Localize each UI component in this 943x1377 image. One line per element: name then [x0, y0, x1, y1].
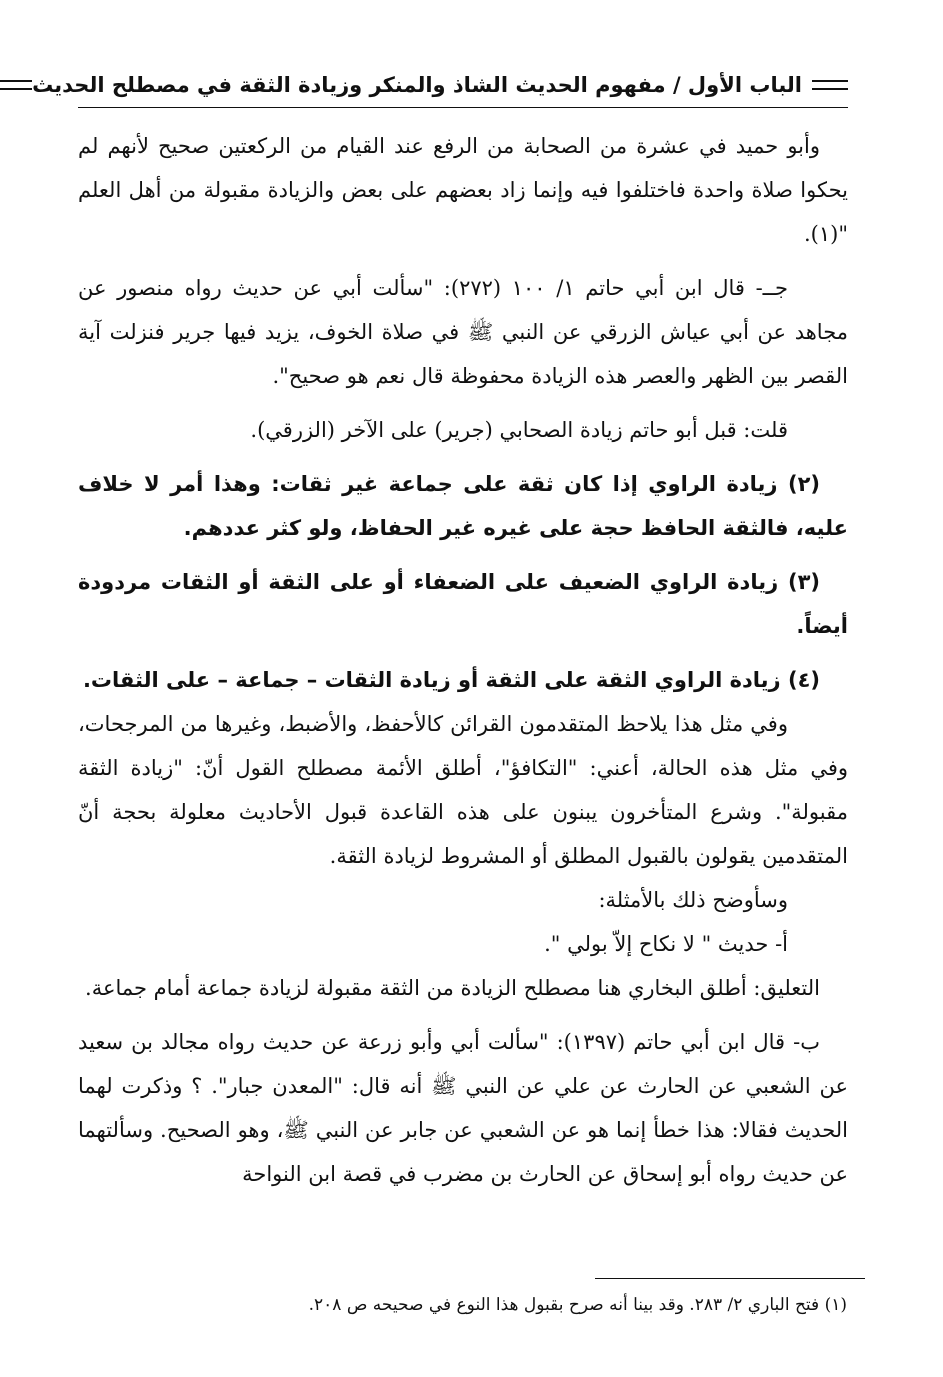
body-text	[78, 124, 848, 1196]
ornament-double-rule	[0, 80, 32, 90]
book-page	[32, 62, 848, 1196]
paragraph-example-alif: أ- حديث " لا نكاح إلاّ بولي ".	[544, 932, 788, 956]
heading-point-3: (٣) زيادة الراوي الضعيف على الضعفاء أو على الثقة أو الثقات مردودة أيضاً.	[78, 570, 848, 638]
header-double-rule	[812, 80, 848, 90]
chapter-title: الباب الأول / مفهوم الحديث الشاذ والمنكر وزيادة الثقة في مصطلح الحديث	[32, 73, 802, 97]
header-title-group	[32, 73, 848, 97]
paragraph-continuation: وأبو حميد في عشرة من الصحابة من الرفع عند القيام من الركعتين صحيح لأنهم لم يحكوا صلاة واحدة فاختلفوا فيه وإنما زاد بعضهم على بعض والزيادة مقبولة من أهل العلم "(١).	[78, 134, 848, 246]
header-underline	[78, 107, 848, 108]
paragraph-examples-intro: وسأوضح ذلك بالأمثلة:	[598, 888, 788, 912]
running-header	[32, 62, 848, 108]
paragraph-example-ba: ب- قال ابن أبي حاتم (١٣٩٧): "سألت أبي وأبو زرعة عن حديث رواه مجالد بن سعيد عن الشعبي عن الحارث عن علي عن النبي ﷺ أنه قال: "المعدن جبار". ؟ وذكرت لهما الحديث فقالا: هذا خطأ إنما هو عن الشعبي عن جابر عن النبي ﷺ، وهو الصحيح. وسألتهما عن حديث رواه أبو إسحاق عن الحارث بن مضرب في قصة ابن النواحة	[78, 1030, 848, 1186]
heading-point-2: (٢) زيادة الراوي إذا كان ثقة على جماعة غير ثقات: وهذا أمر لا خلاف عليه، فالثقة الحافظ حجة على غيره غير الحفاظ، ولو كثر عددهم.	[78, 472, 848, 540]
paragraph-commentary: التعليق: أطلق البخاري هنا مصطلح الزيادة من الثقة مقبولة لزيادة جماعة أمام جماعة.	[85, 976, 820, 1000]
heading-point-4: (٤) زيادة الراوي الثقة على الثقة أو زيادة الثقات – جماعة – على الثقات.	[82, 668, 820, 692]
paragraph-example-jeem: جــ- قال ابن أبي حاتم ١/ ١٠٠ (٢٧٢): "سألت أبي عن حديث رواه منصور عن مجاهد عن أبي عياش الزرقي عن النبي ﷺ في صلاة الخوف، يزيد فيها جرير فنزلت آية القصر بين الظهر والعصر هذه الزيادة محفوظة قال نعم هو صحيح".	[78, 276, 848, 388]
paragraph-note: قلت: قبل أبو حاتم زيادة الصحابي (جرير) على الآخر (الزرقي).	[250, 418, 788, 442]
footnote-separator	[595, 1278, 865, 1279]
footnote: (١) فتح الباري ٢/ ٢٨٣. وقد بينا أنه صرح بقبول هذا النوع في صحيحه ص ٢٠٨.	[308, 1295, 847, 1315]
page-number-ornament	[0, 72, 32, 98]
paragraph-explanation: وفي مثل هذا يلاحظ المتقدمون القرائن كالأحفظ، والأضبط، وغيرها من المرجحات، وفي مثل هذه الحالة، أعني: "التكافؤ"، أطلق الأئمة مصطلح القول أنّ: "زيادة الثقة مقبولة". وشرع المتأخرون يبنون على هذه القاعدة قبول الأحاديث معلولة بحجة أنّ المتقدمين يقولون بالقبول المطلق أو المشروط لزيادة الثقة.	[78, 712, 848, 868]
